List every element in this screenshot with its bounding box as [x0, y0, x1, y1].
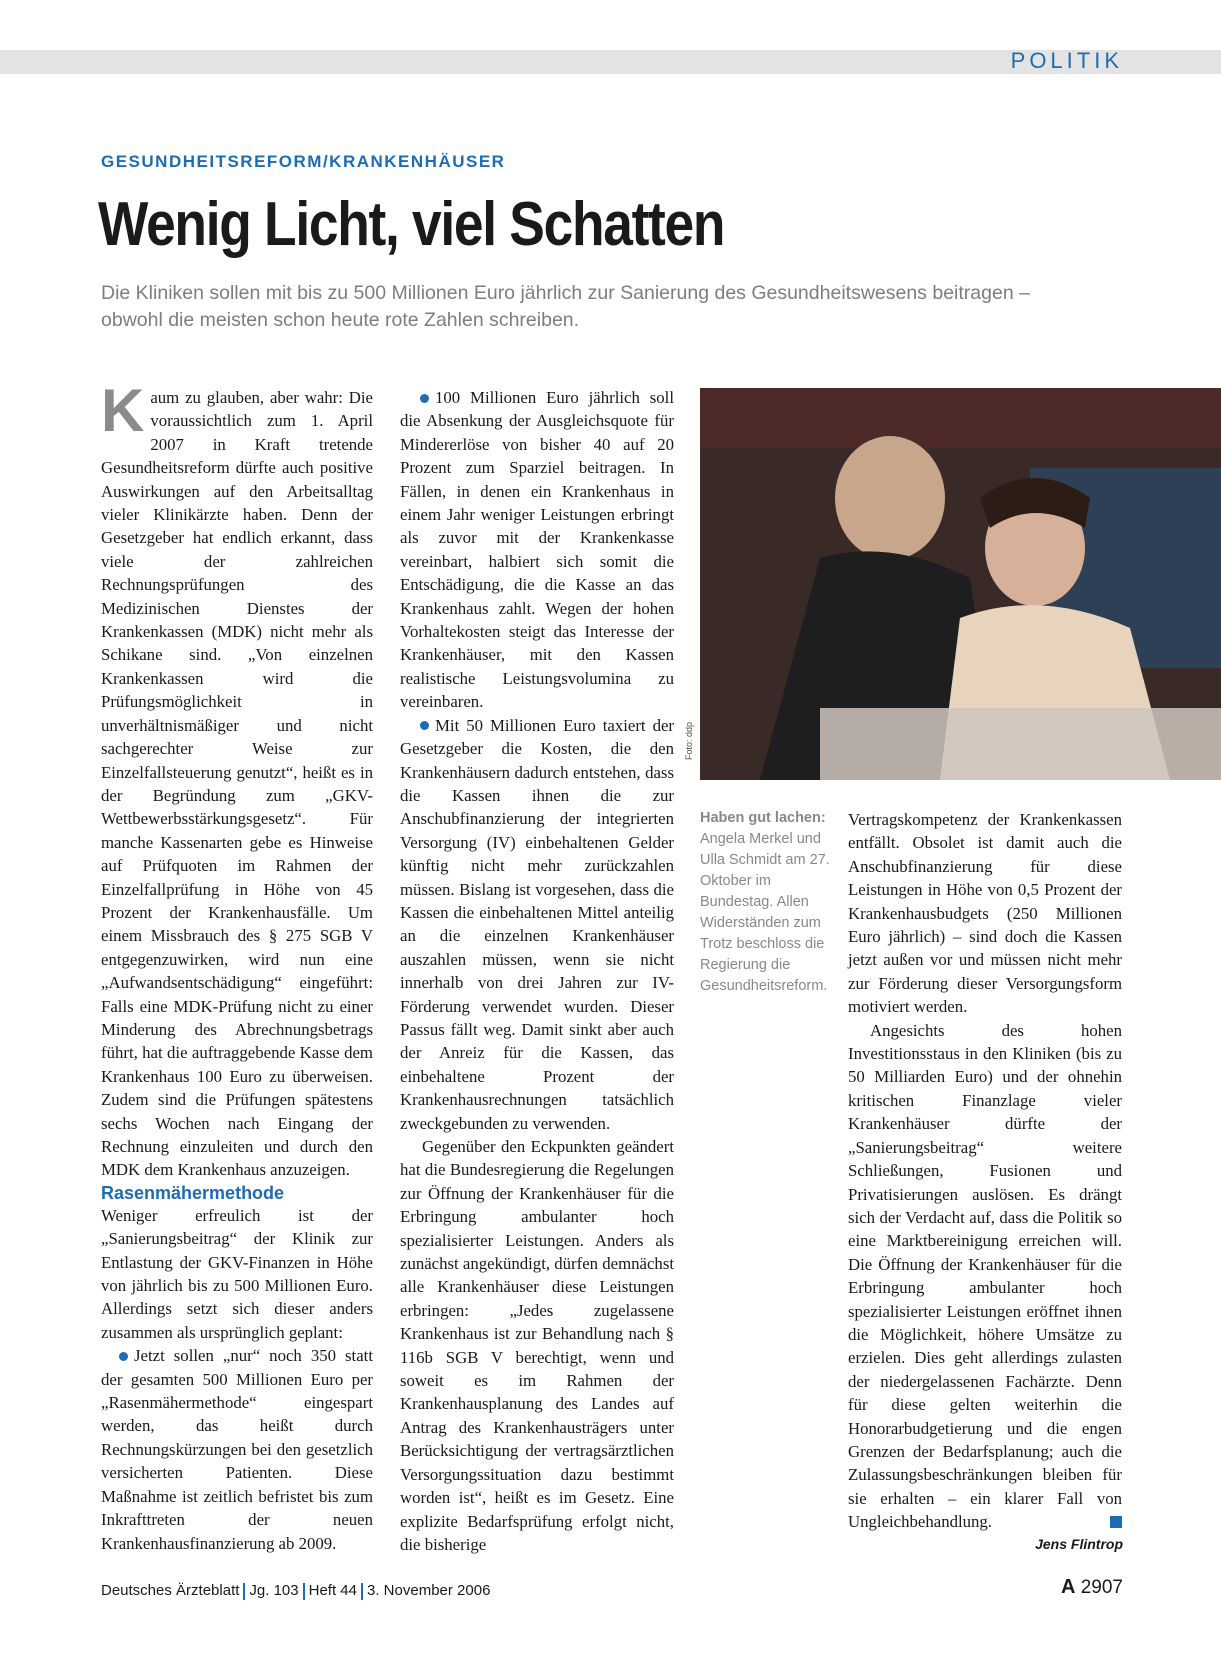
- paragraph: [101, 377, 373, 1182]
- bullet-icon: [420, 721, 429, 730]
- paragraph: Weniger erfreulich ist der „Sanierungsbeitrag“ der Klinik zur Entlastung der GKV-Finanzen in Höhe von jährlich bis zu 500 Millionen Euro. Allerdings setzt sich dieser anders zusammen als ursprünglich geplant:: [101, 1205, 373, 1342]
- journal-name: Deutsches Ärzteblatt: [101, 1582, 240, 1599]
- section-label: POLITIK: [1010, 48, 1123, 73]
- subheading: Rasenmähermethode: [101, 1182, 285, 1203]
- caption-text: Angela Merkel und Ulla Schmidt am 27. Oktober im Bundestag. Allen Widerständen zum Trotz beschloss die Regierung die Gesundheitsreform.: [700, 831, 830, 994]
- caption-lead: Haben gut lachen:: [700, 810, 826, 826]
- column-1: [101, 377, 373, 1555]
- paragraph: Vertragskompetenz der Krankenkassen entfällt. Obsolet ist damit auch die Anschubfinanzierung für diese Leistungen in Höhe von 0,5 Prozent der Krankenhausbudgets (250 Millionen Euro jährlich) – sind doch die Kassen jetzt außen vor und müssen nicht mehr zur Förderung dieser Versorgungsform motiviert werden.: [848, 810, 1122, 1017]
- article-photo: [700, 388, 1221, 780]
- bullet-icon: [420, 394, 429, 403]
- bullet-paragraph: [400, 386, 674, 714]
- paragraph: [848, 1019, 1122, 1534]
- volume: Jg. 103: [249, 1582, 299, 1599]
- paragraph-text: Angesichts des hohen Investitionsstaus in den Kliniken (bis zu 50 Milliarden Euro) und der ohnehin kritischen Finanzlage vieler Krankenhäuser dürfte der „Sanierungsbeitrag“ weitere Schließungen, Fusionen und Privatisierungen auslösen. Es drängt sich der Verdacht auf, dass die Politik so eine Marktbereinigung erreichen will. Die Öffnung der Krankenhäuser für die Erbringung ambulanter hoch spezialisierter Leistungen eröffnet ihnen die Möglichkeit, höhere Umsätze zu erzielen. Dies geht allerdings zulasten der niedergelassenen Fachärzte. Denn für diese gelten weiterhin die Honorarbudgetierung und die engen Grenzen der Bedarfsplanung; auch die Zulassungsbeschränkungen bleiben für sie erhalten – ein klarer Fall von Ungleichbehandlung.: [848, 1020, 1122, 1532]
- bullet-paragraph: [400, 714, 674, 1135]
- bullet-text: 100 Millionen Euro jährlich soll die Absenkung der Ausgleichsquote für Mindererlöse von bisher 40 auf 20 Prozent zum Sparziel beitragen. In Fällen, in denen ein Krankenhaus in einem Jahr weniger Leistungen erbringt als zuvor mit der Krankenkasse vereinbart, halbiert sich somit die Entschädigung, die die Kasse an das Krankenhaus zahlt. Wegen der hohen Vorhaltekosten steigt das Interesse der Krankenhäuser, mit den Kassen realistische Leistungsvolumina zu vereinbaren.: [400, 388, 674, 712]
- column-2: [400, 386, 674, 1556]
- page-number: [1061, 1576, 1123, 1599]
- separator: [361, 1583, 363, 1600]
- photo-caption: [700, 808, 830, 997]
- bullet-icon: [119, 1352, 128, 1361]
- photo-image: [700, 388, 1221, 780]
- end-mark-icon: [1110, 1516, 1122, 1528]
- issue: Heft 44: [308, 1582, 357, 1599]
- author-name: Jens Flintrop: [1035, 1536, 1123, 1552]
- column-3: [848, 808, 1122, 1534]
- bullet-paragraph: [101, 1344, 373, 1555]
- separator: [303, 1583, 305, 1600]
- photo-credit: Foto: ddp: [684, 721, 694, 760]
- issue-date: 3. November 2006: [367, 1582, 491, 1599]
- article-deck: Die Kliniken sollen mit bis zu 500 Millionen Euro jährlich zur Sanierung des Gesundheitswesens beitragen – obwohl die meisten schon heute rote Zahlen schreiben.: [101, 282, 1030, 331]
- footer-citation: [101, 1582, 490, 1600]
- paragraph-text: aum zu glauben, aber wahr: Die voraussichtlich zum 1. April 2007 in Kraft tretende Gesundheitsreform dürfte auch positive Auswirkungen auf den Arbeitsalltag vieler Klinikärzte haben. Denn der Gesetzgeber hat endlich erkannt, dass viele der zahlreichen Rechnungsprüfungen des Medizinischen Dienstes der Krankenkassen (MDK) nicht mehr als Schikane sind. „Von einzelnen Krankenkassen wird die Prüfungsmöglichkeit in unverhältnismäßiger und nicht sachgerechter Weise zur Einzelfallsteuerung genutzt“, heißt es in der Begründung zum „GKV-Wettbewerbsstärkungsgesetz“. Für manche Kassenarten gebe es Hinweise auf Prüfquoten im Rahmen der Einzelfallprüfung in Höhe von 45 Prozent der Krankenhausfälle. Um einem Missbrauch des § 275 SGB V entgegenzuwirken, wird nun eine „Aufwandsentschädigung“ eingeführt: Falls eine MDK-Prüfung nicht zu einer Minderung des Abrechnungsbetrags führt, hat die auftraggebende Kasse dem Krankenhaus 100 Euro zu überweisen. Zudem sind die Prüfungen spätestens sechs Wochen nach Eingang der Rechnung einzuleiten und durch den MDK dem Krankenhaus anzuzeigen.: [101, 388, 373, 1180]
- bullet-text: Mit 50 Millionen Euro taxiert der Gesetzgeber die Kosten, die den Krankenhäusern dadurch entstehen, dass die Kassen ihnen die zur Anschubfinanzierung der integrierten Versorgung (IV) einbehaltenen Gelder künftig nicht mehr zurückzahlen müssen. Bislang ist vorgesehen, dass die Kassen die einbehaltenen Mittel anteilig an die einzelnen Krankenhäuser auszahlen müssen, wenn sie nicht innerhalb von drei Jahren zur IV-Förderung verwendet wurden. Dieser Passus fällt weg. Damit sinkt aber auch der Anreiz für die Kassen, das einbehaltene Prozent der Krankenhausrechnungen tatsächlich zweckgebunden zu verwenden.: [400, 715, 674, 1133]
- article-title: Wenig Licht, viel Schatten: [98, 190, 725, 259]
- page-num: 2907: [1080, 1577, 1123, 1598]
- drop-cap: K: [101, 377, 145, 444]
- bullet-text: Jetzt sollen „nur“ noch 350 statt der gesamten 500 Millionen Euro per „Rasenmähermethode“ eingespart werden, das heißt durch Rechnungskürzungen bei den gesetzlich versicherten Patienten. Diese Maßnahme ist zeitlich befristet bis zum Inkrafttreten der neuen Krankenhausfinanzierung ab 2009.: [101, 1346, 373, 1553]
- separator: [243, 1583, 245, 1600]
- paragraph: Gegenüber den Eckpunkten geändert hat die Bundesregierung die Regelungen zur Öffnung der Krankenhäuser für die Erbringung ambulanter hoch spezialisierter Leistungen. Anders als zunächst angekündigt, dürfen demnächst alle Krankenhäuser diese Leistungen erbringen: „Jedes zugelassene Krankenhaus ist zur Behandlung nach § 116b SGB V berechtigt, wenn und soweit es im Rahmen der Krankenhausplanung des Landes auf Antrag des Krankenhausträgers unter Berücksichtigung der vertragsärztlichen Versorgungssituation dazu bestimmt worden ist“, heißt es im Gesetz. Eine explizite Bedarfsprüfung erfolgt nicht, die bisherige: [400, 1137, 675, 1554]
- article-kicker: GESUNDHEITSREFORM/KRANKENHÄUSER: [101, 152, 506, 171]
- page-prefix: A: [1060, 1576, 1076, 1598]
